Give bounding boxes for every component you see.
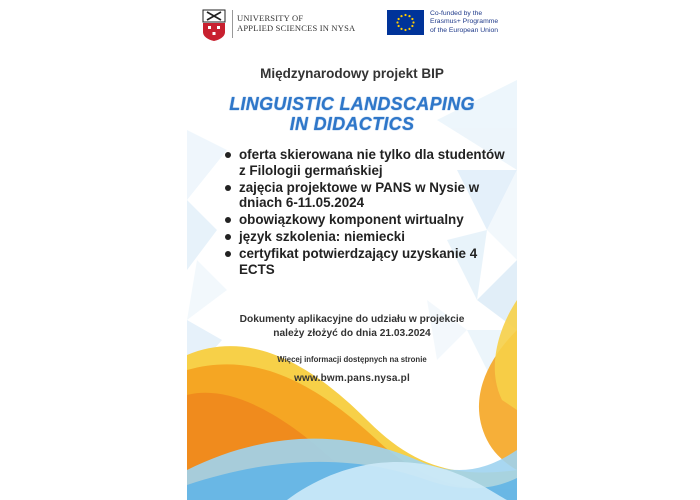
list-item xyxy=(225,212,505,228)
header-divider xyxy=(232,10,233,38)
list-item-text: oferta skierowana nie tylko dla studentów z Filologii germańskiej xyxy=(239,147,505,178)
poster-content xyxy=(187,0,517,500)
list-item-text: język szkolenia: niemiecki xyxy=(239,229,405,244)
bullet-icon xyxy=(225,217,231,223)
bullet-icon xyxy=(225,251,231,257)
poster xyxy=(187,0,517,500)
deadline-line: należy złożyć do dnia 21.03.2024 xyxy=(273,328,431,339)
list-item-text: obowiązkowy komponent wirtualny xyxy=(239,212,464,227)
deadline-line: Dokumenty aplikacyjne do udziału w projekcie xyxy=(239,314,465,325)
list-item xyxy=(225,246,505,277)
list-item-text: zajęcia projektowe w PANS w Nysie w dniach 6-11.05.2024 xyxy=(239,179,480,210)
website-link[interactable]: www.bwm.pans.nysa.pl xyxy=(294,373,410,384)
project-subtitle: Międzynarodowy projekt BIP xyxy=(260,66,444,81)
eu-cofunded-text: Co-funded by the Erasmus+ Programme of the European Union xyxy=(430,10,499,34)
eu-flag-icon xyxy=(387,10,424,35)
project-title xyxy=(187,94,517,134)
application-deadline xyxy=(187,313,517,341)
list-item xyxy=(225,147,505,178)
list-item xyxy=(225,180,505,211)
title-line: LINGUISTIC LANDSCAPING xyxy=(229,94,475,114)
university-name: UNIVERSITY OF APPLIED SCIENCES IN NYSA xyxy=(237,13,356,33)
title-line: IN DIDACTICS xyxy=(289,114,415,134)
offer-list xyxy=(225,147,505,279)
more-info-text: Więcej informacji dostępnych na stronie xyxy=(277,355,427,364)
list-item xyxy=(225,229,505,245)
bullet-icon xyxy=(225,185,231,191)
bullet-icon xyxy=(225,152,231,158)
university-crest-icon xyxy=(201,8,227,42)
list-item-text: certyfikat potwierdzający uzyskanie 4 ECTS xyxy=(239,246,478,277)
bullet-icon xyxy=(225,234,231,240)
